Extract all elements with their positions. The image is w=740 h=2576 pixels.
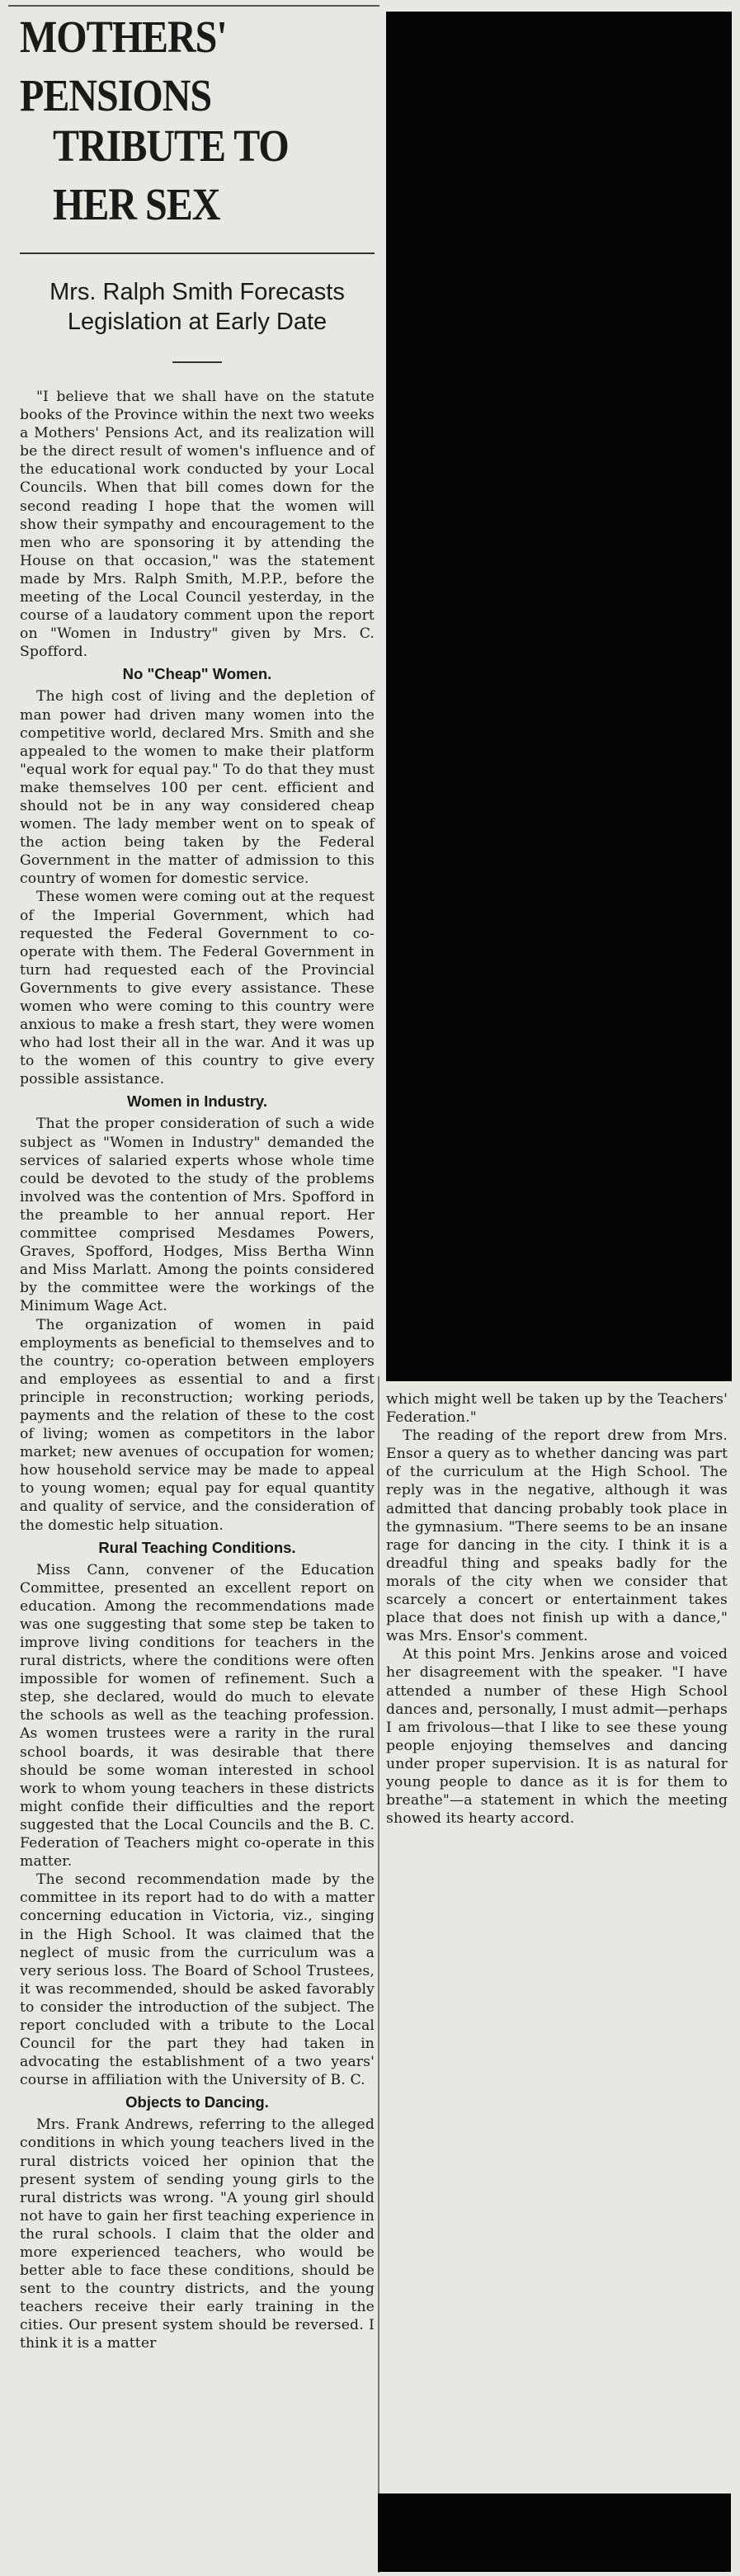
article-section-women-in-industry bbox=[20, 1092, 375, 1534]
redacted-block-bottom bbox=[378, 2493, 731, 2572]
article-section-objects-to-dancing bbox=[20, 2092, 375, 2352]
paragraph: Miss Cann, convener of the Education Committee, presented an excellent report on education. Among the recommendations made was one suggesting that some step be taken to improve living conditions for teachers in the rural districts, where the conditions were often impossible for women of refinement. Such a step, she declared, would do much to elevate the schools as well as the teaching profession. As women trustees were a rarity in the rural school boards, it was desirable that there should be some woman interested in school work to whom young teachers in these districts might confide their difficulties and the report suggested that the Local Councils and the B. C. Federation of Teachers might co-operate in this matter. bbox=[20, 1561, 375, 1871]
deck-rule bbox=[172, 361, 222, 363]
headline-line-2: TRIBUTE TO HER SEX bbox=[53, 120, 289, 230]
subheading: Rural Teaching Conditions. bbox=[98, 1538, 296, 1556]
deck-subheadline: Mrs. Ralph Smith Forecasts Legislation at Early Date bbox=[49, 279, 345, 335]
paragraph: The organization of women in paid employments as beneficial to themselves and to the country; co-operation between employers and employees as essential to and a first principle in reconstruction; working periods, payments and the relation of these to the cost of living; women as competitors in the labor market; new avenues of occupation for women; how household service may be made to appeal to young women; equal pay for equal quantity and quality of service, and the consideration of the domestic help situation. bbox=[20, 1316, 375, 1534]
subheading: Women in Industry. bbox=[127, 1092, 267, 1111]
subheading: Objects to Dancing. bbox=[125, 2093, 269, 2111]
left-column bbox=[8, 0, 379, 2576]
paragraph: Mrs. Frank Andrews, referring to the alleged conditions in which young teachers lived in the rural districts voiced her opinion that the present system of sending young girls to the rural districts was wrong. "A young girl should not have to gain her first teaching experience in the rural schools. I claim that the older and more experienced teachers, who would be better able to face these conditions, should be sent to the country districts, and the young teachers receive their early training in the cities. Our present system should be reversed. I think it is a matter bbox=[20, 2116, 375, 2352]
paragraph: The high cost of living and the depletion of man power had driven many women into the competitive world, declared Mrs. Smith and she appealed to the women to make their platform "equal work for equal pay." To do that they must make themselves 100 per cent. efficient and should not be in any way considered cheap women. The lady member went on to speak of the action being taken by the Federal Government in the matter of admission to this country of women for domestic service. bbox=[20, 688, 375, 888]
paragraph: "I believe that we shall have on the statute books of the Province within the next two weeks a Mothers' Pensions Act, and its realization will be the direct result of women's influence and of the educational work conducted by your Local Councils. When that bill comes down for the second reading I hope that the women will show their sympathy and encouragement to the men who are sponsoring it by attending the House on that occasion," was the statement made by Mrs. Ralph Smith, M.P.P., before the meeting of the Local Council yesterday, in the course of a laudatory comment upon the report on "Women in Industry" given by Mrs. C. Spofford. bbox=[20, 389, 375, 661]
paragraph: These women were coming out at the request of the Imperial Government, which had requested the Federal Government to co-operate with them. The Federal Government in turn had requested each of the Provincial Governments to give every assistance. These women who were coming to this country were anxious to make a fresh start, they were women who had lost their all in the war. And it was up to the women of this country to give every possible assistance. bbox=[20, 889, 375, 1088]
paragraph: The reading of the report drew from Mrs. Ensor a query as to whether dancing was part of the curriculum at the High School. The reply was in the negative, although it was admitted that dancing probably took place in the gymnasium. "There seems to be an insane rage for dancing in the city. I think it is a dreadful thing and speaks badly for the morals of the city when we consider that scarcely a concert or entertainment takes place that does not finish up with a dance," was Mrs. Ensor's comment. bbox=[386, 1427, 728, 1645]
headline-rule bbox=[20, 252, 375, 254]
paragraph-continued: which might well be taken up by the Teachers' Federation." bbox=[386, 1391, 728, 1427]
paragraph: At this point Mrs. Jenkins arose and voiced her disagreement with the speaker. "I have attended a number of these High School dances and, personally, I must admit—perhaps I am frivolous—that I like to see these young people enjoying themselves and dancing under proper supervision. It is as natural for young people to dance as it is for them to breathe"—a statement in which the meeting showed its hearty accord. bbox=[386, 1646, 728, 1828]
redacted-block-top bbox=[386, 12, 732, 1381]
article-section-intro bbox=[20, 388, 375, 661]
subheading: No "Cheap" Women. bbox=[122, 665, 272, 683]
article-section-no-cheap-women bbox=[20, 664, 375, 1088]
paragraph: The second recommendation made by the committee in its report had to do with a matter concerning education in Victoria, viz., singing in the High School. It was claimed that the neglect of music from the curriculum was a very serious loss. The Board of School Trustees, it was recommended, should be asked favorably to consider the introduction of the subject. The report concluded with a tribute to the Local Council for the part they had taken in advocating the establishment of a two years' course in affiliation with the University of B. C. bbox=[20, 1871, 375, 2089]
headline-line-1: MOTHERS' PENSIONS bbox=[20, 12, 227, 121]
paragraph: That the proper consideration of such a wide subject as "Women in Industry" demanded the services of salaried experts whose whole time could be devoted to the study of the problems involved was the contention of Mrs. Spofford in the preamble to her annual report. Her committee comprised Mesdames Powers, Graves, Spofford, Hodges, Miss Bertha Winn and Miss Marlatt. Among the points considered by the committee were the workings of the Minimum Wage Act. bbox=[20, 1116, 375, 1315]
article-section-rural-teaching bbox=[20, 1538, 375, 2090]
right-column bbox=[378, 1390, 733, 1828]
